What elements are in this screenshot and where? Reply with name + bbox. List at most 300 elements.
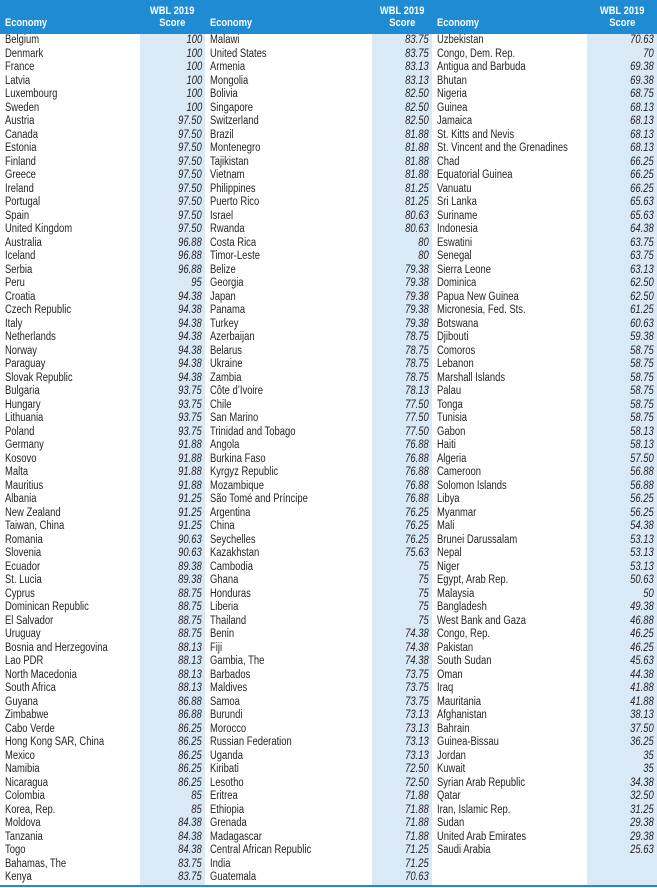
table-row: [0, 790, 657, 804]
wbl-score-value: 78.75: [405, 331, 429, 343]
economy-name: Kuwait: [437, 763, 466, 775]
score-cell: [587, 61, 657, 75]
score-cell: [372, 588, 432, 602]
wbl-score-value: 41.88: [630, 695, 654, 708]
economy-name: Antigua and Barbuda: [437, 61, 526, 73]
economy-name: Slovenia: [5, 547, 42, 559]
economy-cell: [205, 790, 372, 804]
economy-cell: [432, 480, 587, 494]
economy-name: Iraq: [437, 682, 454, 694]
score-cell: [140, 547, 205, 561]
wbl-score-value: 50: [643, 587, 654, 600]
table-row: [0, 831, 657, 845]
table-row: [0, 345, 657, 359]
economy-name: Egypt, Arab Rep.: [437, 574, 509, 586]
score-cell: [372, 345, 432, 359]
economy-cell: [0, 210, 140, 224]
score-cell: [372, 628, 432, 642]
economy-name: Switzerland: [210, 115, 259, 127]
wbl-score-value: 71.25: [405, 844, 429, 856]
economy-cell: [432, 790, 587, 804]
score-cell: [372, 858, 432, 872]
header-score: [372, 0, 432, 34]
economy-name: Thailand: [210, 614, 247, 627]
economy-cell: [432, 318, 587, 332]
table-row: [0, 601, 657, 615]
economy-name: Madagascar: [210, 830, 262, 843]
table-row: [0, 844, 657, 858]
wbl-score-value: 35: [643, 749, 654, 762]
wbl-score-value: 65.63: [630, 209, 654, 222]
wbl-score-value: 83.13: [405, 74, 429, 87]
economy-cell: [0, 61, 140, 75]
economy-cell: [0, 277, 140, 291]
wbl-score-value: 84.38: [178, 844, 202, 856]
economy-name: New Zealand: [5, 506, 61, 519]
economy-cell: [432, 817, 587, 831]
wbl-score-value: 83.75: [178, 857, 202, 870]
economy-name: Bhutan: [437, 74, 467, 87]
wbl-score-value: 91.88: [178, 452, 202, 465]
economy-cell: [205, 466, 372, 480]
score-cell: [140, 115, 205, 129]
economy-cell: [205, 574, 372, 588]
score-cell: [587, 304, 657, 318]
wbl-score-value: 76.25: [405, 506, 429, 519]
score-cell: [140, 412, 205, 426]
wbl-score-value: 66.25: [630, 169, 654, 181]
table-row: [0, 250, 657, 264]
wbl-score-value: 73.13: [405, 749, 429, 762]
score-cell: [140, 399, 205, 413]
economy-cell: [0, 34, 140, 48]
economy-name: Saudi Arabia: [437, 844, 491, 856]
wbl-score-value: 49.38: [630, 601, 654, 613]
table-bottom-rule: [0, 885, 657, 887]
economy-cell: [205, 34, 372, 48]
score-cell: [372, 777, 432, 791]
wbl-score-value: 58.75: [630, 398, 654, 411]
score-cell: [587, 48, 657, 62]
economy-name: Kenya: [5, 871, 32, 883]
economy-name: Palau: [437, 385, 462, 397]
wbl-score-value: 71.88: [405, 803, 429, 816]
score-cell: [372, 156, 432, 170]
wbl-score-value: 75: [418, 574, 429, 586]
score-cell: [140, 102, 205, 116]
score-cell: [372, 534, 432, 548]
score-cell: [140, 210, 205, 224]
wbl-score-value: 76.88: [405, 479, 429, 492]
economy-name: Netherlands: [5, 331, 56, 343]
economy-cell: [0, 696, 140, 710]
score-cell: [587, 574, 657, 588]
economy-cell: [0, 237, 140, 251]
economy-name: Nepal: [437, 547, 462, 559]
wbl-score-value: 69.38: [630, 61, 654, 73]
table-row: [0, 399, 657, 413]
economy-name: Dominica: [437, 277, 477, 289]
economy-cell: [432, 601, 587, 615]
economy-name: Ecuador: [5, 560, 41, 573]
wbl-score-value: 75.63: [405, 547, 429, 559]
economy-name: Comoros: [437, 344, 476, 357]
score-cell: [372, 844, 432, 858]
economy-cell: [432, 426, 587, 440]
header-economy-label: Economy: [5, 17, 48, 29]
score-cell: [140, 763, 205, 777]
table-row: [0, 156, 657, 170]
wbl-score-value: 69.38: [630, 74, 654, 87]
economy-name: France: [5, 61, 35, 73]
economy-name: Jordan: [437, 749, 466, 762]
score-cell: [587, 196, 657, 210]
score-cell: [140, 331, 205, 345]
score-cell: [140, 777, 205, 791]
economy-name: Tonga: [437, 398, 463, 411]
economy-cell: [205, 655, 372, 669]
economy-cell: [0, 250, 140, 264]
wbl-score-value: 73.75: [405, 682, 429, 694]
economy-name: Lithuania: [5, 412, 44, 424]
economy-cell: [205, 453, 372, 467]
wbl-score-value: 77.50: [405, 398, 429, 411]
economy-name: Barbados: [210, 668, 251, 681]
economy-cell: [0, 655, 140, 669]
score-cell: [587, 534, 657, 548]
economy-name: Armenia: [210, 61, 246, 73]
economy-name: St. Lucia: [5, 574, 42, 586]
score-cell: [140, 628, 205, 642]
economy-name: Côte d’Ivoire: [210, 385, 263, 397]
score-cell: [587, 318, 657, 332]
table-row: [0, 291, 657, 305]
wbl-score-value: 91.88: [178, 466, 202, 478]
economy-cell: [0, 493, 140, 507]
table-row: [0, 183, 657, 197]
score-cell: [372, 696, 432, 710]
economy-cell: [432, 642, 587, 656]
economy-name: Bolivia: [210, 88, 238, 100]
wbl-score-value: 88.13: [178, 668, 202, 681]
score-cell: [372, 561, 432, 575]
wbl-score-value: 97.50: [178, 142, 202, 154]
wbl-score-value: 58.13: [630, 425, 654, 438]
score-cell: [372, 439, 432, 453]
economy-name: Cameroon: [437, 466, 482, 478]
wbl-score-value: 54.38: [630, 520, 654, 532]
wbl-score-value: 86.88: [178, 695, 202, 708]
score-cell: [140, 601, 205, 615]
economy-cell: [432, 736, 587, 750]
score-cell: [587, 817, 657, 831]
score-cell: [140, 75, 205, 89]
score-cell: [140, 34, 205, 48]
wbl-score-value: 68.75: [630, 88, 654, 100]
wbl-score-value: 63.75: [630, 236, 654, 249]
score-cell: [372, 804, 432, 818]
table-body: [0, 34, 657, 885]
economy-cell: [205, 75, 372, 89]
score-cell: [587, 412, 657, 426]
header-score-label-line2: Score: [608, 17, 635, 29]
score-cell: [140, 871, 205, 885]
score-cell: [372, 331, 432, 345]
wbl-score-value: 35: [643, 763, 654, 775]
economy-name: Burundi: [210, 709, 243, 721]
score-cell: [140, 169, 205, 183]
score-cell: [372, 831, 432, 845]
score-cell: [140, 385, 205, 399]
wbl-score-value: 56.25: [630, 506, 654, 519]
economy-name: Kazakhstan: [210, 547, 260, 559]
score-cell: [372, 709, 432, 723]
table-row: [0, 223, 657, 237]
score-cell: [372, 183, 432, 197]
economy-name: Eritrea: [210, 790, 238, 802]
score-cell: [372, 250, 432, 264]
table-row: [0, 142, 657, 156]
economy-cell: [432, 655, 587, 669]
economy-name: Russian Federation: [210, 736, 292, 748]
economy-cell: [432, 777, 587, 791]
score-cell: [372, 129, 432, 143]
economy-name: Ghana: [210, 574, 239, 586]
economy-name: United Arab Emirates: [437, 830, 527, 843]
wbl-score-value: 34.38: [630, 776, 654, 789]
economy-cell: [432, 75, 587, 89]
wbl-score-value: 74.38: [405, 655, 429, 667]
wbl-score-value: 91.25: [178, 520, 202, 532]
economy-cell: [205, 601, 372, 615]
economy-cell: [205, 156, 372, 170]
score-cell: [140, 345, 205, 359]
wbl-score-value: 73.13: [405, 709, 429, 721]
economy-cell: [432, 561, 587, 575]
score-cell: [587, 453, 657, 467]
wbl-score-value: 100: [186, 61, 202, 73]
economy-cell: [205, 385, 372, 399]
economy-name: Cabo Verde: [5, 722, 55, 735]
wbl-score-value: 66.25: [630, 155, 654, 168]
wbl-score-value: 57.50: [630, 452, 654, 465]
economy-name: Japan: [210, 290, 236, 303]
score-cell: [372, 291, 432, 305]
wbl-score-value: 73.75: [405, 668, 429, 681]
score-cell: [587, 466, 657, 480]
economy-name: Malaysia: [437, 587, 475, 600]
score-cell: [140, 129, 205, 143]
economy-name: Belize: [210, 263, 236, 276]
score-cell: [587, 75, 657, 89]
economy-name: Liberia: [210, 601, 239, 613]
economy-cell: [432, 169, 587, 183]
wbl-score-value: 81.88: [405, 155, 429, 168]
economy-cell: [432, 156, 587, 170]
economy-cell: [0, 372, 140, 386]
wbl-score-value: 77.50: [405, 412, 429, 424]
economy-name: Latvia: [5, 74, 31, 87]
economy-cell: [432, 196, 587, 210]
economy-name: Malawi: [210, 34, 240, 46]
economy-name: Papua New Guinea: [437, 290, 519, 303]
economy-cell: [432, 345, 587, 359]
score-cell: [372, 223, 432, 237]
economy-cell: [205, 871, 372, 885]
wbl-score-value: 85: [191, 790, 202, 802]
wbl-score-value: 58.13: [630, 439, 654, 451]
economy-cell: [205, 129, 372, 143]
score-cell: [587, 210, 657, 224]
wbl-score-value: 70.63: [405, 871, 429, 883]
score-cell: [372, 723, 432, 737]
table-row: [0, 237, 657, 251]
economy-cell: [205, 439, 372, 453]
economy-cell: [205, 750, 372, 764]
economy-cell: [432, 588, 587, 602]
economy-cell: [205, 696, 372, 710]
economy-cell: [205, 493, 372, 507]
wbl-score-value: 94.38: [178, 317, 202, 330]
wbl-score-value: 88.13: [178, 682, 202, 694]
economy-name: South Africa: [5, 682, 56, 694]
economy-name: Hong Kong SAR, China: [5, 736, 105, 748]
economy-name: Sudan: [437, 817, 465, 829]
wbl-score-value: 94.38: [178, 371, 202, 384]
economy-cell: [205, 831, 372, 845]
wbl-score-value: 76.88: [405, 466, 429, 478]
economy-cell: [0, 642, 140, 656]
economy-cell: [0, 669, 140, 683]
score-cell: [587, 372, 657, 386]
wbl-score-value: 86.25: [178, 722, 202, 735]
wbl-score-value: 100: [186, 101, 202, 114]
score-cell: [140, 88, 205, 102]
economy-cell: [205, 399, 372, 413]
economy-cell: [205, 345, 372, 359]
economy-cell: [0, 223, 140, 237]
score-cell: [140, 466, 205, 480]
economy-name: Timor-Leste: [210, 250, 260, 262]
economy-cell: [0, 601, 140, 615]
wbl-score-value: 96.88: [178, 236, 202, 249]
wbl-score-value: 91.25: [178, 506, 202, 519]
economy-name: Spain: [5, 209, 30, 222]
score-cell: [372, 169, 432, 183]
economy-cell: [205, 547, 372, 561]
economy-name: Georgia: [210, 277, 244, 289]
score-cell: [372, 871, 432, 885]
economy-name: Guinea: [437, 101, 468, 114]
table-row: [0, 264, 657, 278]
economy-name: Czech Republic: [5, 304, 72, 316]
score-cell: [587, 358, 657, 372]
wbl-score-value: 82.50: [405, 115, 429, 127]
score-cell: [587, 561, 657, 575]
wbl-score-value: 58.75: [630, 385, 654, 397]
economy-cell: [432, 871, 587, 885]
wbl-score-value: 50.63: [630, 574, 654, 586]
economy-cell: [0, 75, 140, 89]
economy-name: Israel: [210, 209, 234, 222]
economy-name: Kosovo: [5, 452, 37, 465]
score-cell: [587, 129, 657, 143]
table-row: [0, 466, 657, 480]
score-cell: [587, 250, 657, 264]
economy-cell: [432, 493, 587, 507]
wbl-score-value: 83.75: [405, 34, 429, 46]
wbl-score-value: 25.63: [630, 844, 654, 856]
wbl-score-value: 81.25: [405, 182, 429, 195]
economy-cell: [205, 682, 372, 696]
wbl-score-value: 58.75: [630, 358, 654, 370]
wbl-score-value: 83.75: [405, 47, 429, 60]
economy-cell: [0, 88, 140, 102]
wbl-score-value: 59.38: [630, 331, 654, 343]
economy-cell: [0, 777, 140, 791]
economy-name: Fiji: [210, 641, 223, 654]
economy-cell: [0, 561, 140, 575]
economy-name: Norway: [5, 344, 37, 357]
economy-cell: [0, 264, 140, 278]
economy-cell: [432, 507, 587, 521]
economy-cell: [0, 466, 140, 480]
economy-cell: [0, 169, 140, 183]
wbl-score-value: 81.88: [405, 142, 429, 154]
score-cell: [372, 358, 432, 372]
economy-name: Guyana: [5, 695, 39, 708]
score-cell: [372, 210, 432, 224]
economy-cell: [432, 142, 587, 156]
score-cell: [587, 642, 657, 656]
economy-name: Azerbaijan: [210, 331, 255, 343]
economy-cell: [432, 237, 587, 251]
economy-cell: [432, 439, 587, 453]
score-cell: [140, 655, 205, 669]
wbl-score-value: 80.63: [405, 223, 429, 235]
wbl-score-value: 97.50: [178, 223, 202, 235]
table-header: [0, 0, 657, 34]
economy-cell: [0, 763, 140, 777]
wbl-score-value: 73.13: [405, 736, 429, 748]
score-cell: [140, 520, 205, 534]
table-row: [0, 777, 657, 791]
header-score-label-line1: WBL 2019: [599, 5, 645, 17]
wbl-score-value: 79.38: [405, 290, 429, 303]
wbl-score-value: 53.13: [630, 547, 654, 559]
score-cell: [140, 439, 205, 453]
economy-name: Eswatini: [437, 236, 473, 249]
wbl-score-value: 44.38: [630, 668, 654, 681]
table-row: [0, 669, 657, 683]
table-row: [0, 547, 657, 561]
economy-name: Burkina Faso: [210, 452, 266, 465]
wbl-score-value: 70.63: [630, 34, 654, 46]
economy-cell: [0, 547, 140, 561]
economy-cell: [0, 817, 140, 831]
economy-cell: [205, 331, 372, 345]
economy-cell: [0, 507, 140, 521]
score-cell: [140, 642, 205, 656]
economy-cell: [432, 858, 587, 872]
score-cell: [140, 709, 205, 723]
economy-name: St. Kitts and Nevis: [437, 128, 515, 141]
economy-cell: [432, 615, 587, 629]
header-score-label-line2: Score: [159, 17, 186, 29]
economy-name: Vietnam: [210, 169, 245, 181]
economy-name: Mexico: [5, 749, 35, 762]
economy-cell: [0, 574, 140, 588]
